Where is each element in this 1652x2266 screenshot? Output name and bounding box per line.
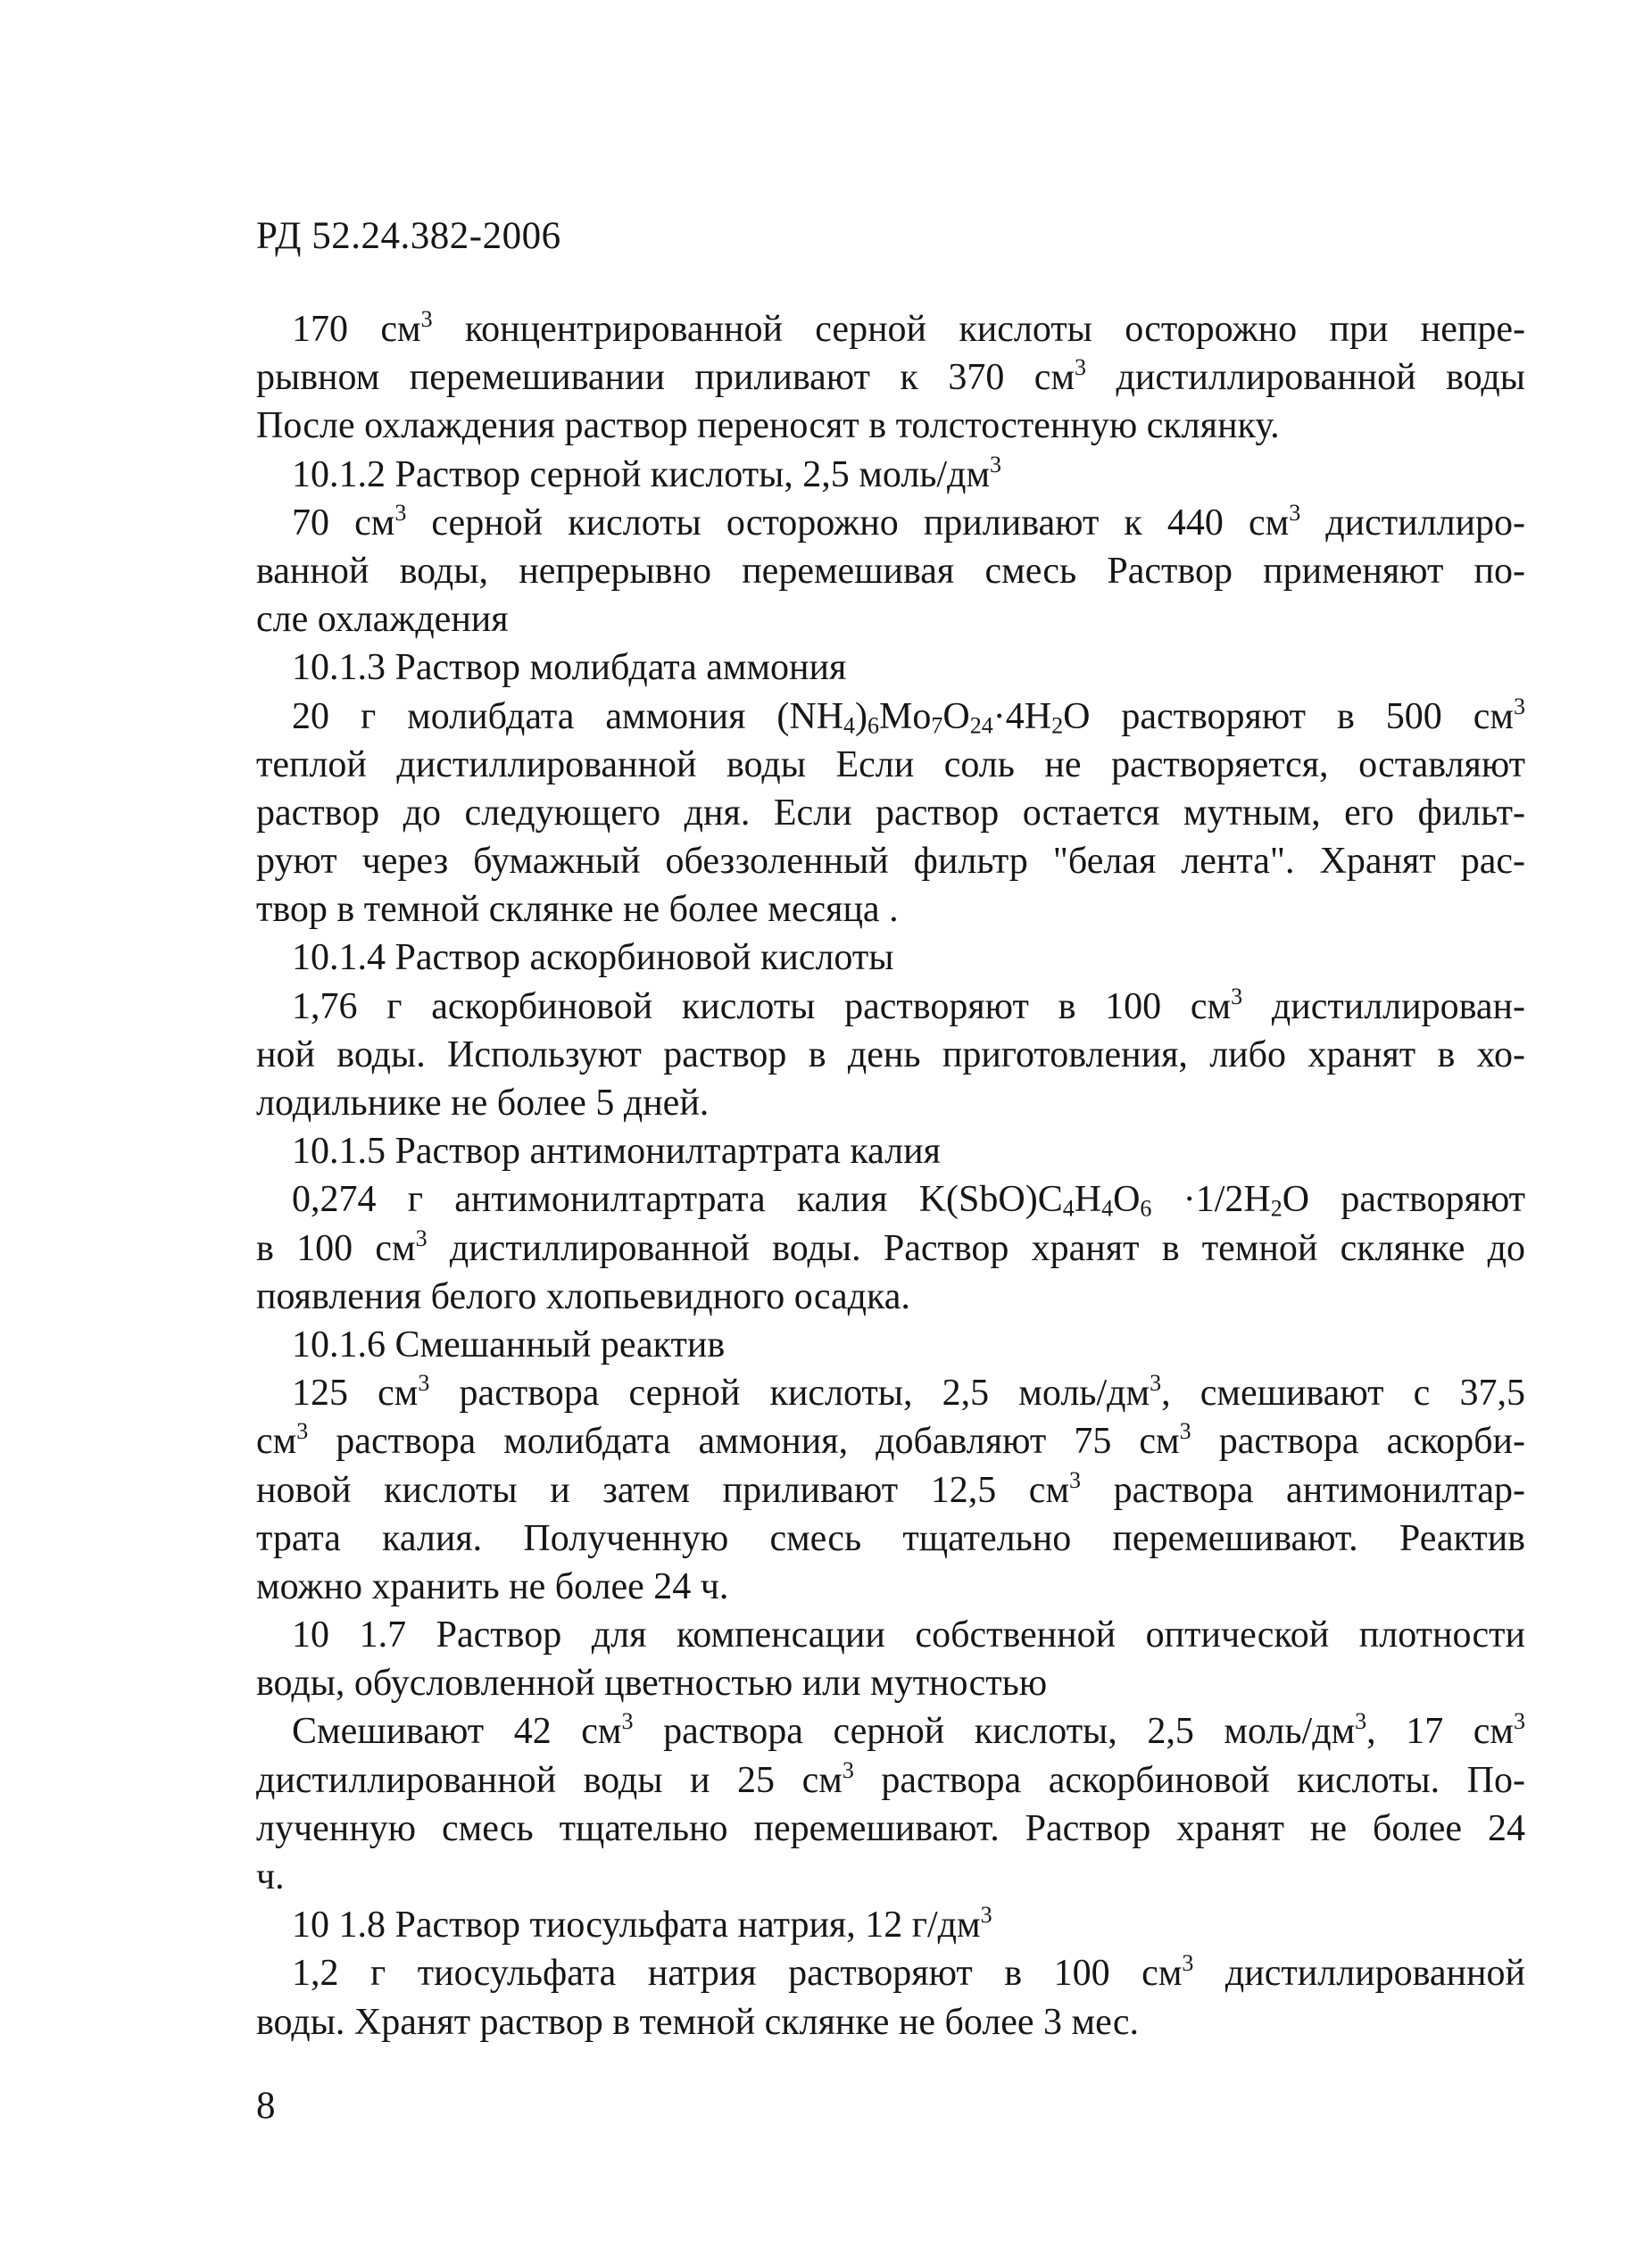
paragraph-line: ной воды. Используют раствор в день приготовления, либо хранят в хо-	[256, 1033, 1525, 1075]
paragraph-line: дистиллированной воды и 25 $см^3$ раствора аскорбиновой кислоты. По-	[256, 1756, 1525, 1801]
paragraph-line: лодильнике не более 5 дней.	[256, 1083, 710, 1124]
paragraph-line: сле охлаждения	[256, 599, 509, 641]
paragraph-line: ч.	[256, 1856, 285, 1897]
section-heading: 10 1.8 Раствор тиосульфата натрия, 12 $г/дм^3$	[292, 1902, 992, 1946]
paragraph-line: 0,274 г антимонилтартрата калия $K(SbO)C_4H_4O_6 \cdot 1/2H_2O$ растворяют	[292, 1179, 1525, 1223]
paragraph-line: 125 $см^3$ раствора серной кислоты, 2,5 моль/$дм^3$, смешивают с 37,5	[292, 1370, 1525, 1415]
paragraph-line: появления белого хлопьевидного осадка.	[256, 1275, 910, 1317]
paragraph-line: 170 $см^3$ концентрированной серной кислоты осторожно при непре-	[292, 305, 1525, 350]
section-heading: 10.1.3 Раствор молибдата аммония	[292, 647, 847, 689]
paragraph-line: рывном перемешивании приливают к 370 $см^3$ дистиллированной воды	[256, 354, 1526, 399]
paragraph-line: раствор до следующего дня. Если раствор остается мутным, его фильт-	[256, 792, 1525, 834]
paragraph-line: 1,76 г аскорбиновой кислоты растворяют в 100 $см^3$ дистиллирован-	[292, 983, 1525, 1027]
paragraph-line: воды. Хранят раствор в темной склянке не более 3 мес.	[256, 2001, 1139, 2043]
paragraph-line: 1,2 г тиосульфата натрия растворяют в 100 $см^3$ дистиллированной	[292, 1950, 1525, 1995]
paragraph-line: $см^3$ раствора молибдата аммония, добавляют 75 $см^3$ раствора аскорби-	[256, 1418, 1525, 1463]
paragraph-line: теплой дистиллированной воды Если соль не растворяется, оставляют	[256, 743, 1525, 785]
document-code-header: РД 52.24.382-2006	[256, 215, 561, 257]
paragraph-line: новой кислоты и затем приливают 12,5 $см^3$ раствора антимонилтар-	[256, 1466, 1525, 1511]
section-heading: воды, обусловленной цветностью или мутностью	[256, 1663, 1048, 1705]
section-heading: 10 1.7 Раствор для компенсации собственной оптической плотности	[292, 1614, 1525, 1656]
section-heading: 10.1.2 Раствор серной кислоты, 2,5 моль/$дм^3$	[292, 451, 1002, 495]
section-heading: 10.1.4 Раствор аскорбиновой кислоты	[292, 937, 894, 979]
paragraph-line: руют через бумажный обеззоленный фильтр "белая лента". Хранят рас-	[256, 841, 1525, 883]
paragraph-line: 20 г молибдата аммония $(NH_4)_6Mo_7O_{24}\cdot 4H_2O$ растворяют в 500 $см^3$	[292, 693, 1525, 739]
paragraph-line: в 100 $см^3$ дистиллированной воды. Раствор хранят в темной склянке до	[256, 1224, 1525, 1269]
page-number: 8	[256, 2085, 276, 2127]
paragraph-line: ванной воды, непрерывно перемешивая смесь Раствор применяют по-	[256, 550, 1525, 592]
section-heading: 10.1.6 Смешанный реактив	[292, 1324, 726, 1365]
section-heading: 10.1.5 Раствор антимонилтартрата калия	[292, 1131, 941, 1173]
paragraph-line: можно хранить не более 24 ч.	[256, 1565, 729, 1607]
paragraph-line: трата калия. Полученную смесь тщательно перемешивают. Реактив	[256, 1517, 1525, 1559]
paragraph-line: После охлаждения раствор переносят в толстостенную склянку.	[256, 405, 1280, 447]
document-body	[256, 305, 1525, 2046]
paragraph-line: Смешивают 42 $см^3$ раствора серной кислоты, 2,5 моль/$дм^3$, 17 $см^3$	[292, 1708, 1525, 1753]
paragraph-line: лученную смесь тщательно перемешивают. Раствор хранят не более 24	[256, 1807, 1525, 1849]
paragraph-line: 70 $см^3$ серной кислоты осторожно приливают к 440 $см^3$ дистиллиро-	[292, 499, 1525, 544]
paragraph-line: твор в темной склянке не более месяца .	[256, 889, 899, 931]
